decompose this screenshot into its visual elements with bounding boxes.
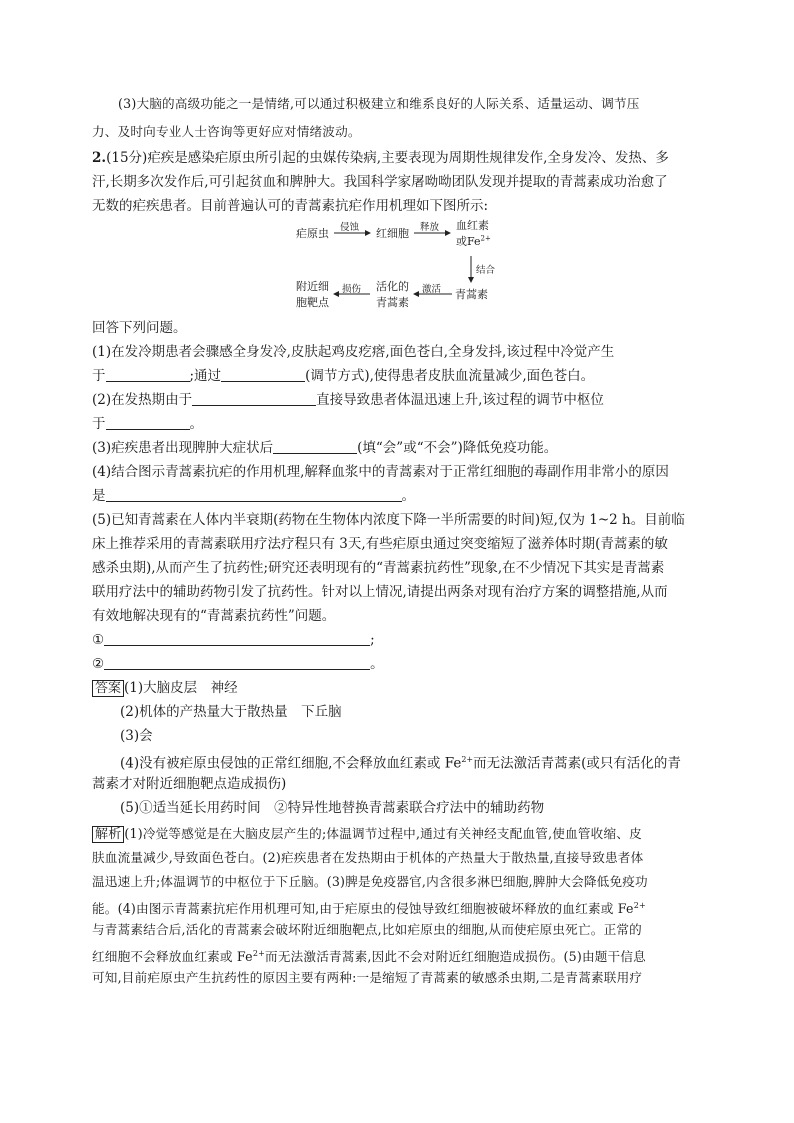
node-target-l2: 胞靶点 <box>296 296 329 309</box>
prev-answer-line-2: 力、及时向专业人士咨询等更好应对情绪波动。 <box>92 124 361 139</box>
question-stem-line-1: 2.(15分)疟疾是感染疟原虫所引起的虫媒传染病,主要表现为周期性规律发作,全身发冷、发热、多 <box>92 150 669 166</box>
answer-line-2: (2)机体的产热量大于散热量 下丘脑 <box>120 704 342 720</box>
answer-line-5: 蒿素才对附近细胞靶点造成损伤) <box>92 776 287 792</box>
answer-line-4: (4)没有被疟原虫侵蚀的正常红细胞,不会释放血红素或 $Fe^{2+}$而无法激活青蒿素(或只有活化的青 <box>120 755 681 772</box>
edge-damage-label: 损伤 <box>342 284 362 295</box>
explanation-line-6: 红细胞不会释放血红素或 $Fe^{2+}$而无法激活青蒿素,因此不会对附近红细胞造成损伤。(5)由题干信息 <box>92 949 646 965</box>
node-activated-l2: 青蒿素 <box>376 296 409 309</box>
node-heme-l2: 或$Fe^{2+}$ <box>456 234 491 248</box>
answer-line-6: (5)①适当延长用药时间 ②特异性地替换青蒿素联合疗法中的辅助药物 <box>120 800 545 816</box>
q2-blank-2[interactable] <box>106 415 190 430</box>
node-activated-l1: 活化的 <box>376 280 409 293</box>
q1-blank-2[interactable] <box>221 367 305 382</box>
q2-line-2: 于 。 <box>92 416 203 432</box>
prompt: 回答下列问题。 <box>92 320 187 336</box>
q5-blank-1[interactable] <box>104 631 370 646</box>
q4-blank[interactable] <box>106 487 402 502</box>
explanation-tag: 解析 <box>92 826 124 843</box>
explanation-line-7: 可知,目前疟原虫产生抗药性的原因主要有两种:一是缩短了青蒿素的敏感杀虫期,二是青蒿素联用疗 <box>92 970 643 985</box>
q1-line-1: (1)在发冷期患者会骤感全身发冷,皮肤起鸡皮疙瘩,面色苍白,全身发抖,该过程中冷觉产生 <box>92 344 615 360</box>
node-heme-l1: 血红素 <box>456 219 489 232</box>
explanation-line-4: 能。(4)由图示青蒿素抗疟作用机理可知,由于疟原虫的侵蚀导致红细胞被破坏释放的血红素或 $Fe^{2+}$ <box>92 901 646 917</box>
q3-blank[interactable] <box>273 439 357 454</box>
edge-invade-label: 侵蚀 <box>340 222 360 233</box>
q5-blank-2[interactable] <box>104 655 370 670</box>
q1-blank-1[interactable] <box>106 367 190 382</box>
q5-option-2: ② 。 <box>92 656 384 672</box>
explanation-line-3: 温迅速上升;体温调节的中枢位于下丘脑。(3)脾是免疫器官,内含很多淋巴细胞,脾肿大会降低免疫功 <box>92 874 648 889</box>
explanation-line-2: 肤血流量减少,导致面色苍白。(2)疟疾患者在发热期由于机体的产热量大于散热量,直接导致患者体 <box>92 850 644 865</box>
q5-option-1: ① ; <box>92 632 375 648</box>
explanation-line-5: 与青蒿素结合后,活化的青蒿素会破坏附近细胞靶点,比如疟原虫的细胞,从而使疟原虫死亡。正常的 <box>92 922 642 937</box>
node-artemisinin: 青蒿素 <box>455 288 488 301</box>
explanation-line-1: 解析 (1)冷觉等感觉是在大脑皮层产生的;体温调节过程中,通过有关神经支配血管,使血管收缩、皮 <box>92 824 642 844</box>
q2-line-1: (2)在发热期由于 直接导致患者体温迅速上升,该过程的调节中枢位 <box>92 392 604 408</box>
answer-tag: 答案 <box>92 680 124 697</box>
question-stem-line-3: 无数的疟疾患者。目前普遍认可的青蒿素抗疟作用机理如下图所示: <box>92 198 489 214</box>
q5-line-2: 床上推荐采用的青蒿素联用疗法疗程只有 3天,有些疟原虫通过突变缩短了滋养体时期(青蒿素的敏 <box>92 536 668 552</box>
q2-blank-1[interactable] <box>192 391 316 406</box>
question-number: 2. <box>92 150 107 166</box>
answer-line-3: (3)会 <box>120 728 153 744</box>
q5-line-5: 有效地解决现有的“青蒿素抗药性”问题。 <box>92 608 336 624</box>
q5-line-4: 联用疗法中的辅助药物引发了抗药性。针对以上情况,请提出两条对现有治疗方案的调整措施,从而 <box>92 584 668 600</box>
answer-line-1: 答案 (1)大脑皮层 神经 <box>92 678 238 698</box>
question-score: (15分) <box>106 150 148 166</box>
node-plasmodium: 疟原虫 <box>296 227 329 240</box>
question-stem-line-2: 汗,长期多次发作后,可引起贫血和脾肿大。我国科学家屠呦呦团队发现并提取的青蒿素成功治愈了 <box>92 174 668 190</box>
prev-answer-line-1: (3)大脑的高级功能之一是情绪,可以通过积极建立和维系良好的人际关系、适量运动、调节压 <box>118 96 640 111</box>
q4-line-1: (4)结合图示青蒿素抗疟的作用机理,解释血浆中的青蒿素对于正常红细胞的毒副作用非常小的原因 <box>92 464 669 480</box>
q4-line-2: 是 。 <box>92 488 415 504</box>
node-target-l1: 附近细 <box>296 280 329 293</box>
edge-release-label: 释放 <box>420 222 440 233</box>
q5-line-3: 感杀虫期),从而产生了抗药性;研究还表明现有的“青蒿素抗药性”现象,在不少情况下其实是青蒿素 <box>92 560 665 576</box>
q5-line-1: (5)已知青蒿素在人体内半衰期(药物在生物体内浓度下降一半所需要的时间)短,仅为 1~2 h。目前临 <box>92 512 685 528</box>
q3-line: (3)疟疾患者出现脾肿大症状后 (填“会”或“不会”)降低免疫功能。 <box>92 440 558 456</box>
node-red-blood-cell: 红细胞 <box>376 227 409 240</box>
q1-line-2: 于 ;通过 (调节方式),使得患者皮肤血流量减少,面色苍白。 <box>92 368 595 384</box>
edge-bind-label: 结合 <box>476 265 496 276</box>
edge-activate-label: 激活 <box>422 284 442 295</box>
